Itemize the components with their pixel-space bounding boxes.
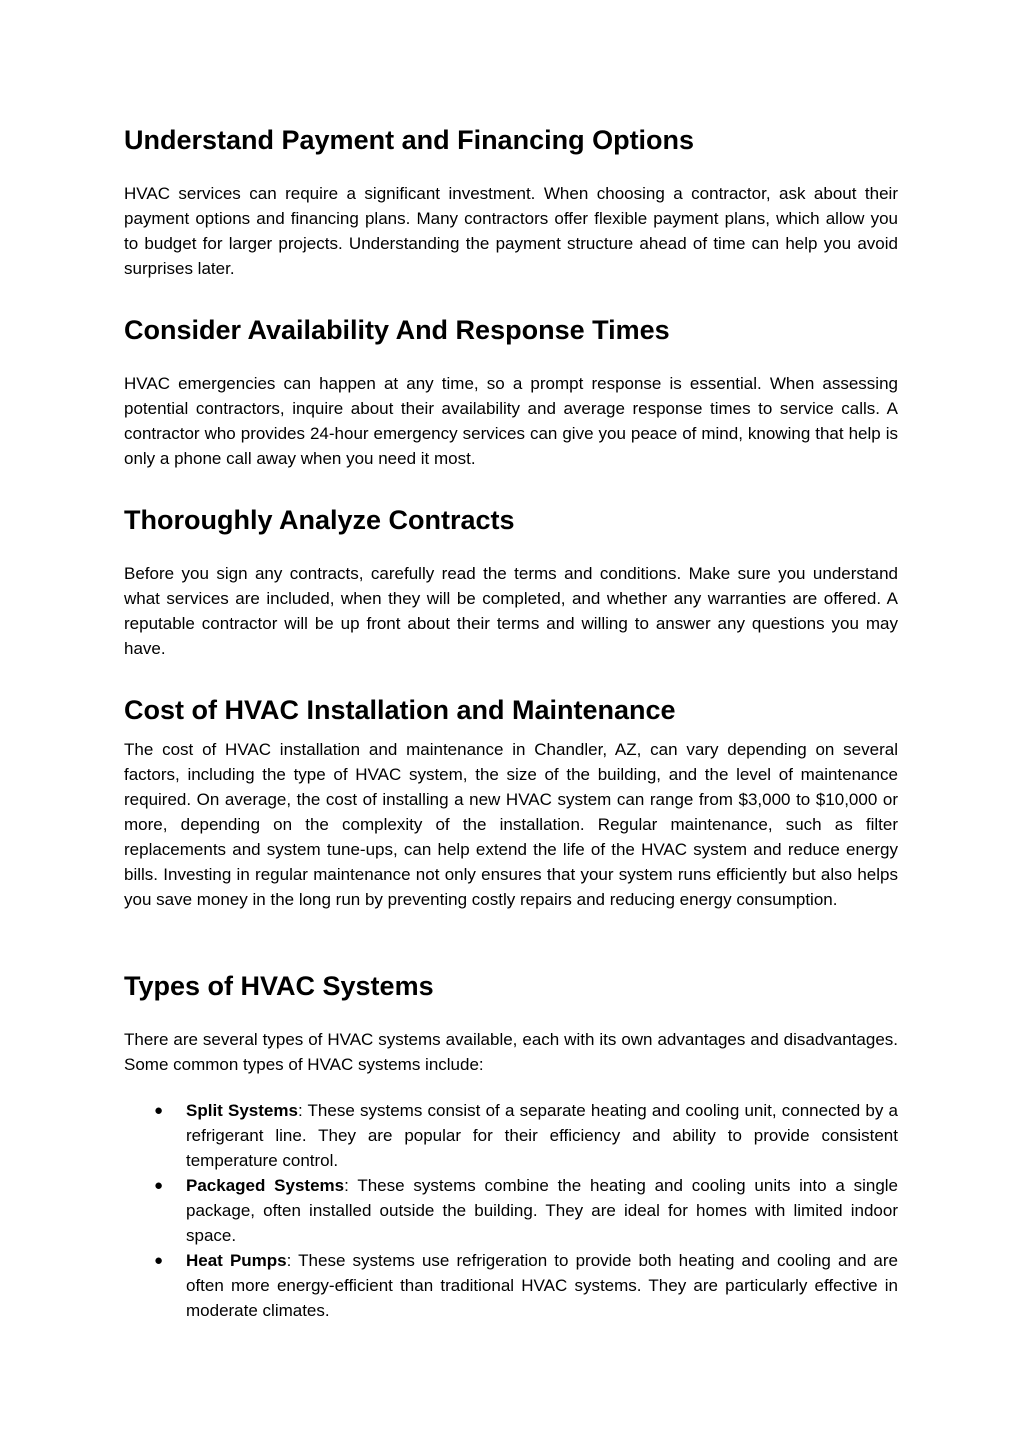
heading-cost-installation: Cost of HVAC Installation and Maintenance — [124, 695, 676, 725]
list-item-split-systems — [124, 1098, 898, 1173]
bullet-icon: ● — [154, 1177, 164, 1194]
term-split-systems: Split Systems — [186, 1101, 298, 1120]
bullet-icon: ● — [154, 1102, 164, 1119]
heading-availability-response: Consider Availability And Response Times — [124, 315, 670, 345]
hvac-systems-list — [124, 1098, 898, 1323]
description-packaged-systems: : These systems combine the heating and cooling units into a single package, often installed outside the building. They are ideal for homes with limited indoor space. — [186, 1176, 899, 1245]
list-item-heat-pumps — [124, 1248, 898, 1323]
term-heat-pumps: Heat Pumps — [186, 1251, 287, 1270]
bullet-icon: ● — [154, 1252, 164, 1269]
paragraph-analyze-contracts: Before you sign any contracts, carefully read the terms and conditions. Make sure you understand what services are included, when they will be completed, and whether any warranties are offered. A reputable contractor will be up front about their terms and willing to answer any questions you may have. — [124, 564, 898, 658]
description-split-systems: : These systems consist of a separate heating and cooling unit, connected by a refrigerant line. They are popular for their efficiency and ability to provide consistent temperature control. — [186, 1101, 898, 1170]
paragraph-payment-financing: HVAC services can require a significant investment. When choosing a contractor, ask about their payment options and financing plans. Many contractors offer flexible payment plans, which allow you to budget for larger projects. Understanding the payment structure ahead of time can help you avoid surprises later. — [124, 184, 898, 278]
paragraph-cost-installation: The cost of HVAC installation and maintenance in Chandler, AZ, can vary depending on several factors, including the type of HVAC system, the size of the building, and the level of maintenance required. On average, the cost of installing a new HVAC system can range from $3,000 to $10,000 or more, depending on the complexity of the installation. Regular maintenance, such as filter replacements and system tune-ups, can help extend the life of the HVAC system and reduce energy bills. Investing in regular maintenance not only ensures that your system runs efficiently but also helps you save money in the long run by preventing costly repairs and reducing energy consumption. — [124, 740, 898, 909]
heading-payment-financing: Understand Payment and Financing Options — [124, 125, 695, 155]
description-heat-pumps: : These systems use refrigeration to provide both heating and cooling and are often more energy-efficient than traditional HVAC systems. They are particularly effective in moderate climates. — [186, 1251, 899, 1320]
heading-types-systems: Types of HVAC Systems — [124, 971, 434, 1001]
term-packaged-systems: Packaged Systems — [186, 1176, 345, 1195]
paragraph-types-systems: There are several types of HVAC systems available, each with its own advantages and disadvantages. Some common types of HVAC systems include: — [124, 1030, 898, 1074]
paragraph-availability-response: HVAC emergencies can happen at any time, so a prompt response is essential. When assessing potential contractors, inquire about their availability and average response times to service calls. A contractor who provides 24-hour emergency services can give you peace of mind, knowing that help is only a phone call away when you need it most. — [124, 374, 898, 468]
heading-analyze-contracts: Thoroughly Analyze Contracts — [124, 505, 515, 535]
list-item-packaged-systems — [124, 1173, 898, 1248]
